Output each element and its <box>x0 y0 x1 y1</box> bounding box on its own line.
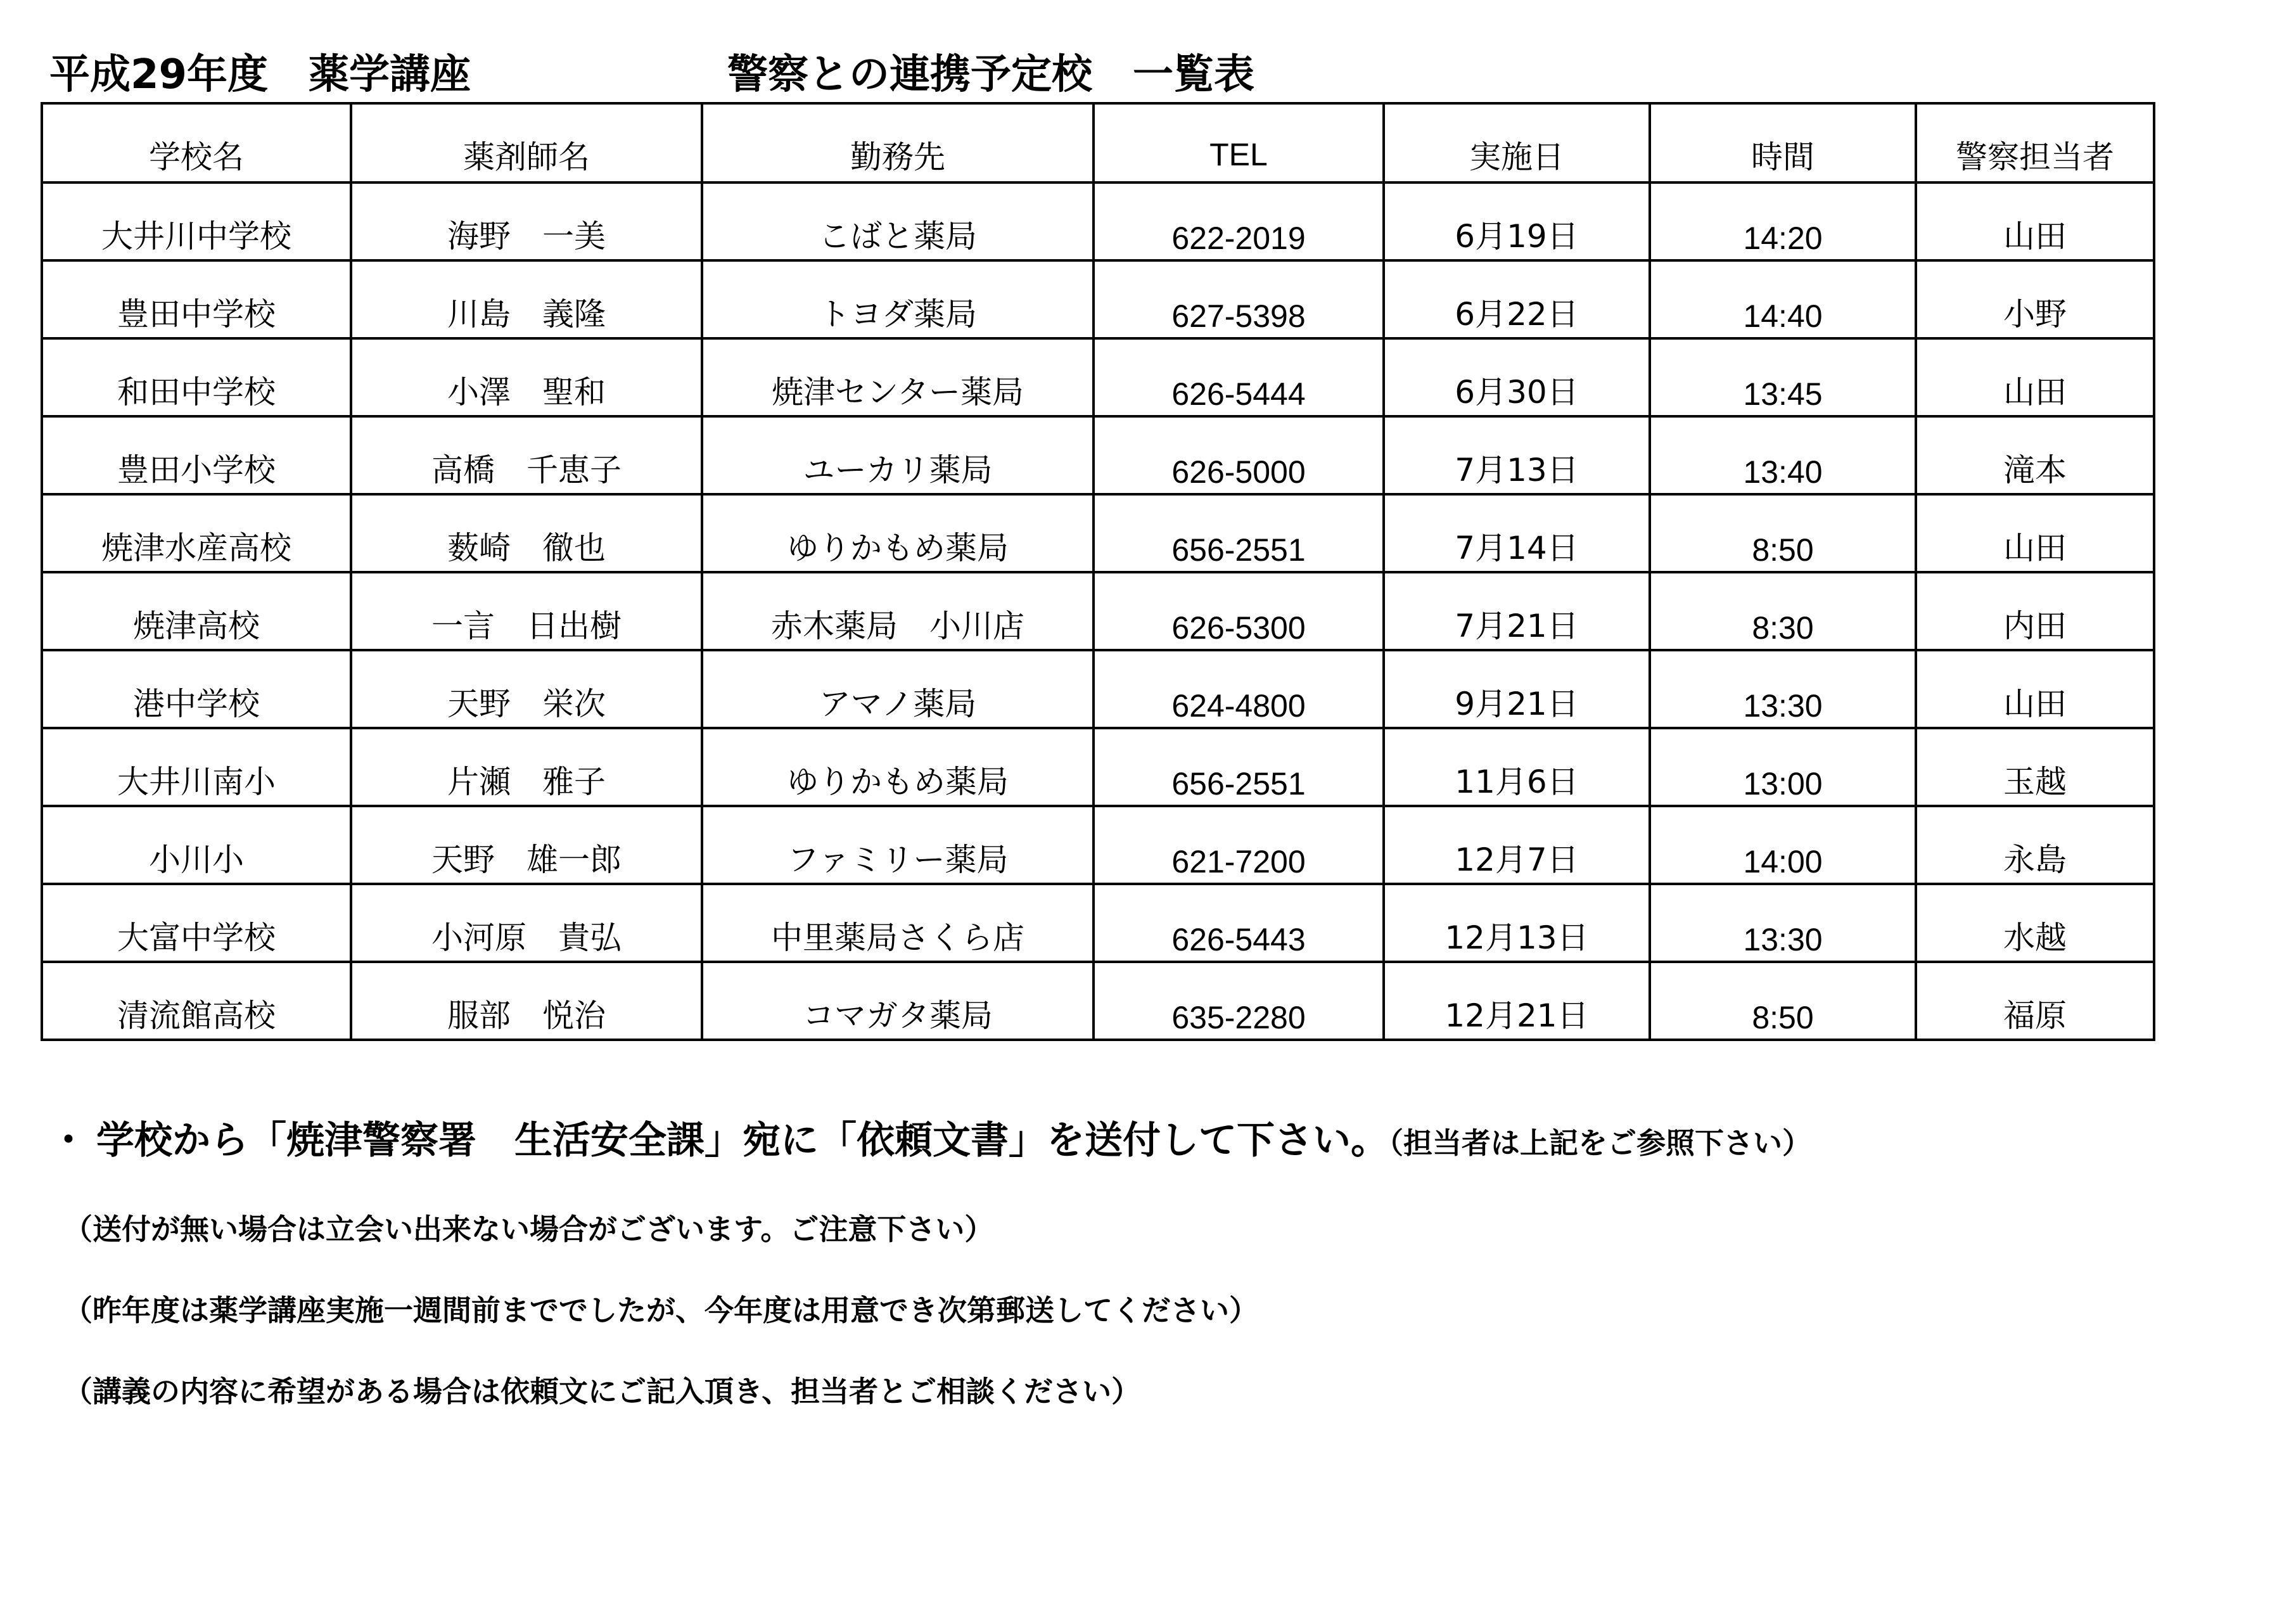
cell-pharmacist: 薮崎 徹也 <box>351 494 702 572</box>
cell-time: 14:20 <box>1650 182 1916 260</box>
cell-school: 大井川中学校 <box>42 182 351 260</box>
cell-pharmacist: 一言 日出樹 <box>351 572 702 650</box>
header-school: 学校名 <box>42 103 351 182</box>
cell-school: 大富中学校 <box>42 884 351 962</box>
cell-date: 12月13日 <box>1384 884 1650 962</box>
cell-tel: 626-5300 <box>1094 572 1384 650</box>
cell-police-contact: 山田 <box>1916 182 2154 260</box>
cell-school: 和田中学校 <box>42 338 351 416</box>
cell-pharmacist: 天野 栄次 <box>351 650 702 728</box>
cell-school: 小川小 <box>42 806 351 884</box>
cell-workplace: コマガタ薬局 <box>702 962 1094 1040</box>
cell-school: 清流館高校 <box>42 962 351 1040</box>
note-line: （講義の内容に希望がある場合は依頼文にご記入頂き、担当者とご相談ください） <box>63 1374 1141 1409</box>
cell-date: 6月22日 <box>1384 260 1650 338</box>
cell-date: 6月19日 <box>1384 182 1650 260</box>
cell-tel: 626-5000 <box>1094 416 1384 494</box>
cell-workplace: ゆりかもめ薬局 <box>702 728 1094 806</box>
cell-police-contact: 山田 <box>1916 494 2154 572</box>
table-row <box>42 182 2154 260</box>
cell-police-contact: 滝本 <box>1916 416 2154 494</box>
header-tel: TEL <box>1094 103 1384 182</box>
cell-pharmacist: 海野 一美 <box>351 182 702 260</box>
table-row <box>42 650 2154 728</box>
cell-workplace: 赤木薬局 小川店 <box>702 572 1094 650</box>
table-row <box>42 884 2154 962</box>
cell-school: 大井川南小 <box>42 728 351 806</box>
school-schedule-table <box>41 102 2155 1041</box>
cell-time: 13:30 <box>1650 884 1916 962</box>
cell-workplace: こばと薬局 <box>702 182 1094 260</box>
cell-tel: 656-2551 <box>1094 728 1384 806</box>
header-pharmacist: 薬剤師名 <box>351 103 702 182</box>
cell-time: 8:30 <box>1650 572 1916 650</box>
cell-school: 焼津高校 <box>42 572 351 650</box>
main-instruction-text: 学校から「焼津警察署 生活安全課」宛に「依頼文書」を送付して下さい。 <box>96 1118 1389 1163</box>
cell-time: 14:40 <box>1650 260 1916 338</box>
table-row <box>42 260 2154 338</box>
table-row <box>42 728 2154 806</box>
cell-pharmacist: 片瀬 雅子 <box>351 728 702 806</box>
cell-tel: 635-2280 <box>1094 962 1384 1040</box>
cell-tel: 627-5398 <box>1094 260 1384 338</box>
cell-police-contact: 小野 <box>1916 260 2154 338</box>
cell-date: 7月21日 <box>1384 572 1650 650</box>
cell-pharmacist: 小澤 聖和 <box>351 338 702 416</box>
cell-date: 12月7日 <box>1384 806 1650 884</box>
cell-date: 7月14日 <box>1384 494 1650 572</box>
cell-time: 13:40 <box>1650 416 1916 494</box>
table-row <box>42 962 2154 1040</box>
header-police-contact: 警察担当者 <box>1916 103 2154 182</box>
cell-school: 豊田小学校 <box>42 416 351 494</box>
note-line: （送付が無い場合は立会い出来ない場合がございます。ご注意下さい） <box>63 1212 994 1246</box>
cell-date: 6月30日 <box>1384 338 1650 416</box>
cell-workplace: ファミリー薬局 <box>702 806 1094 884</box>
cell-date: 11月6日 <box>1384 728 1650 806</box>
cell-time: 8:50 <box>1650 494 1916 572</box>
cell-police-contact: 永島 <box>1916 806 2154 884</box>
cell-workplace: 中里薬局さくら店 <box>702 884 1094 962</box>
table-row <box>42 494 2154 572</box>
page-title <box>49 49 2140 100</box>
cell-school: 豊田中学校 <box>42 260 351 338</box>
cell-time: 13:45 <box>1650 338 1916 416</box>
cell-pharmacist: 服部 悦治 <box>351 962 702 1040</box>
note-line: （昨年度は薬学講座実施一週間前まででしたが、今年度は用意でき次第郵送してください） <box>63 1293 1258 1327</box>
header-workplace: 勤務先 <box>702 103 1094 182</box>
table-row <box>42 572 2154 650</box>
cell-police-contact: 水越 <box>1916 884 2154 962</box>
cell-time: 13:00 <box>1650 728 1916 806</box>
cell-police-contact: 山田 <box>1916 338 2154 416</box>
cell-workplace: トヨダ薬局 <box>702 260 1094 338</box>
cell-tel: 626-5443 <box>1094 884 1384 962</box>
cell-school: 港中学校 <box>42 650 351 728</box>
cell-police-contact: 福原 <box>1916 962 2154 1040</box>
cell-pharmacist: 川島 義隆 <box>351 260 702 338</box>
main-instruction-aside: （担当者は上記をご参照下さい） <box>1389 1126 1811 1160</box>
cell-tel: 624-4800 <box>1094 650 1384 728</box>
title-program: 平成29年度 薬学講座 <box>49 51 471 98</box>
table-row <box>42 806 2154 884</box>
main-instruction <box>49 1115 1811 1168</box>
cell-workplace: 焼津センター薬局 <box>702 338 1094 416</box>
cell-police-contact: 山田 <box>1916 650 2154 728</box>
cell-workplace: アマノ薬局 <box>702 650 1094 728</box>
cell-workplace: ゆりかもめ薬局 <box>702 494 1094 572</box>
cell-police-contact: 玉越 <box>1916 728 2154 806</box>
cell-time: 13:30 <box>1650 650 1916 728</box>
cell-tel: 626-5444 <box>1094 338 1384 416</box>
cell-workplace: ユーカリ薬局 <box>702 416 1094 494</box>
title-list: 警察との連携予定校 一覧表 <box>727 51 1254 98</box>
cell-time: 8:50 <box>1650 962 1916 1040</box>
cell-date: 12月21日 <box>1384 962 1650 1040</box>
table-row <box>42 416 2154 494</box>
cell-pharmacist: 小河原 貴弘 <box>351 884 702 962</box>
cell-tel: 656-2551 <box>1094 494 1384 572</box>
cell-pharmacist: 天野 雄一郎 <box>351 806 702 884</box>
cell-tel: 621-7200 <box>1094 806 1384 884</box>
cell-tel: 622-2019 <box>1094 182 1384 260</box>
cell-school: 焼津水産高校 <box>42 494 351 572</box>
table-row <box>42 338 2154 416</box>
cell-time: 14:00 <box>1650 806 1916 884</box>
cell-pharmacist: 高橋 千恵子 <box>351 416 702 494</box>
header-time: 時間 <box>1650 103 1916 182</box>
header-date: 実施日 <box>1384 103 1650 182</box>
cell-police-contact: 内田 <box>1916 572 2154 650</box>
cell-date: 7月13日 <box>1384 416 1650 494</box>
cell-date: 9月21日 <box>1384 650 1650 728</box>
table-header-row <box>42 103 2154 182</box>
bullet-mark: ・ <box>49 1118 87 1163</box>
